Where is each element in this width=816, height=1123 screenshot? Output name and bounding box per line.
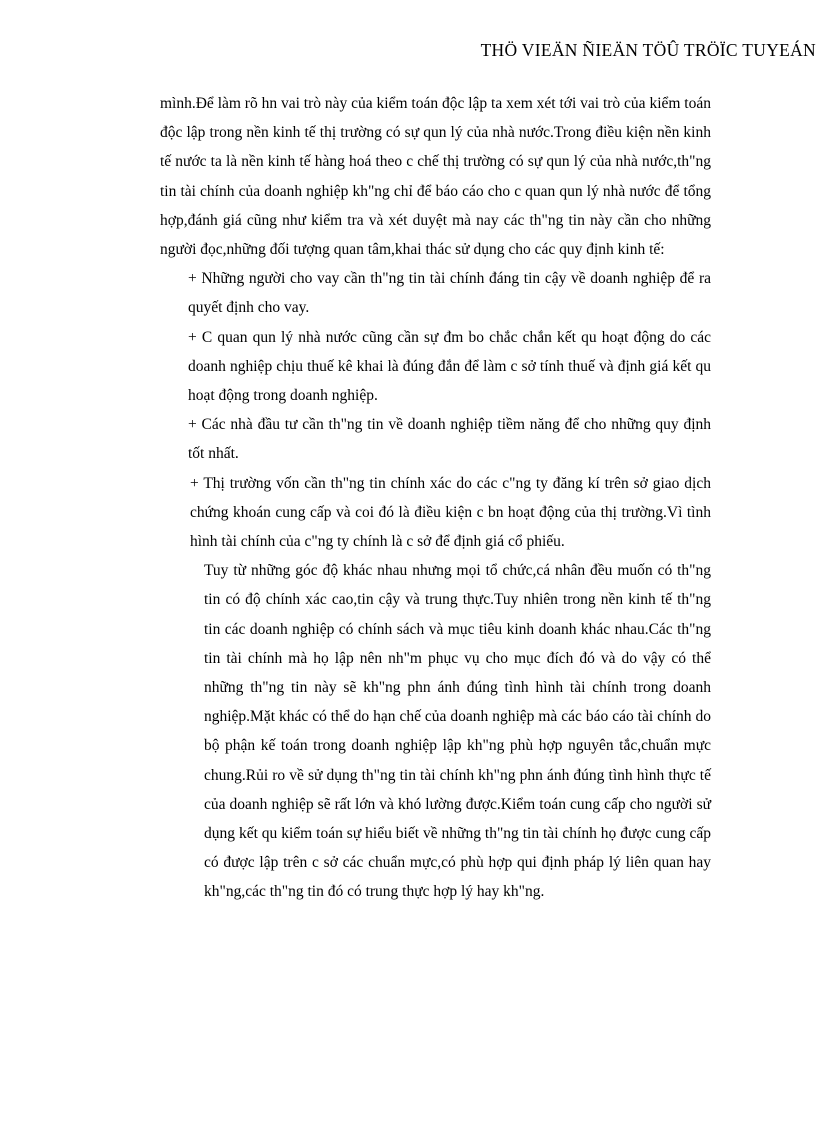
bullet-state-agency: + C quan qun lý nhà nước cũng cần sự đm bo chắc chắn kết qu hoạt động do các doanh nghiệp chịu thuế kê khai là đúng đắn để làm c sở tính thuế và định giá kết qu hoạt động trong doanh nghiệp.: [188, 328, 711, 405]
page-header: THÖ VIEÄN ÑIEÄN TÖÛ TRÖÏC TUYEÁN: [480, 40, 816, 60]
bullet-investors: + Các nhà đầu tư cần th"ng tin về doanh nghiệp tiềm năng để cho những quy định tốt nhất.: [188, 416, 711, 463]
document-body: [160, 89, 711, 907]
bullet-capital-market: + Thị trường vốn cần th"ng tin chính xác do các c"ng ty đăng kí trên sở giao dịch chứng khoán cung cấp và coi đó là điều kiện c bn hoạt động của thị trường.Vì tình hình tài chính của c"ng ty chính là c sở để định giá cổ phiếu.: [190, 474, 711, 551]
paragraph-intro: mình.Để làm rõ hn vai trò này của kiểm toán độc lập ta xem xét tới vai trò của kiểm toán độc lập trong nền kinh tế thị trường có sự qun lý của nhà nước.Trong điều kiện nền kinh tế nước ta là nền kinh tế hàng hoá theo c chế thị trường có sự qun lý của nhà nước,th"ng tin tài chính của doanh nghiệp kh"ng chỉ để báo cáo cho c quan qun lý nhà nước để tổng hợp,đánh giá cũng như kiểm tra và xét duyệt mà nay các th"ng tin này cần cho những người đọc,những đối tượng quan tâm,khai thác sử dụng cho các quy định kinh tế:: [160, 95, 711, 259]
paragraph-conclusion: Tuy từ những góc độ khác nhau nhưng mọi tổ chức,cá nhân đều muốn có th"ng tin có độ chính xác cao,tin cậy và trung thực.Tuy nhiên trong nền kinh tế th"ng tin các doanh nghiệp có chính sách và mục tiêu kinh doanh khác nhau.Các th"ng tin tài chính mà họ lập nên nh"m phục vụ cho mục đích đó và do vậy có thể những th"ng tin này sẽ kh"ng phn ánh đúng tình hình tài chính trong doanh nghiệp.Mặt khác có thể do hạn chế của doanh nghiệp mà các báo cáo tài chính do bộ phận kế toán trong doanh nghiệp lập kh"ng phù hợp nguyên tắc,chuẩn mực chung.Rủi ro về sử dụng th"ng tin tài chính kh"ng phn ánh đúng tình hình thực tế của doanh nghiệp sẽ rất lớn và khó lường được.Kiểm toán cung cấp cho người sử dụng kết qu kiểm toán sự hiểu biết về những th"ng tin tài chính họ được cung cấp có được lập trên c sở các chuẩn mực,có phù hợp qui định pháp lý liên quan hay kh"ng,các th"ng tin đó có trung thực hợp lý hay kh"ng.: [204, 562, 711, 901]
bullet-lenders: + Những người cho vay cần th"ng tin tài chính đáng tin cậy về doanh nghiệp để ra quyết định cho vay.: [188, 270, 711, 317]
